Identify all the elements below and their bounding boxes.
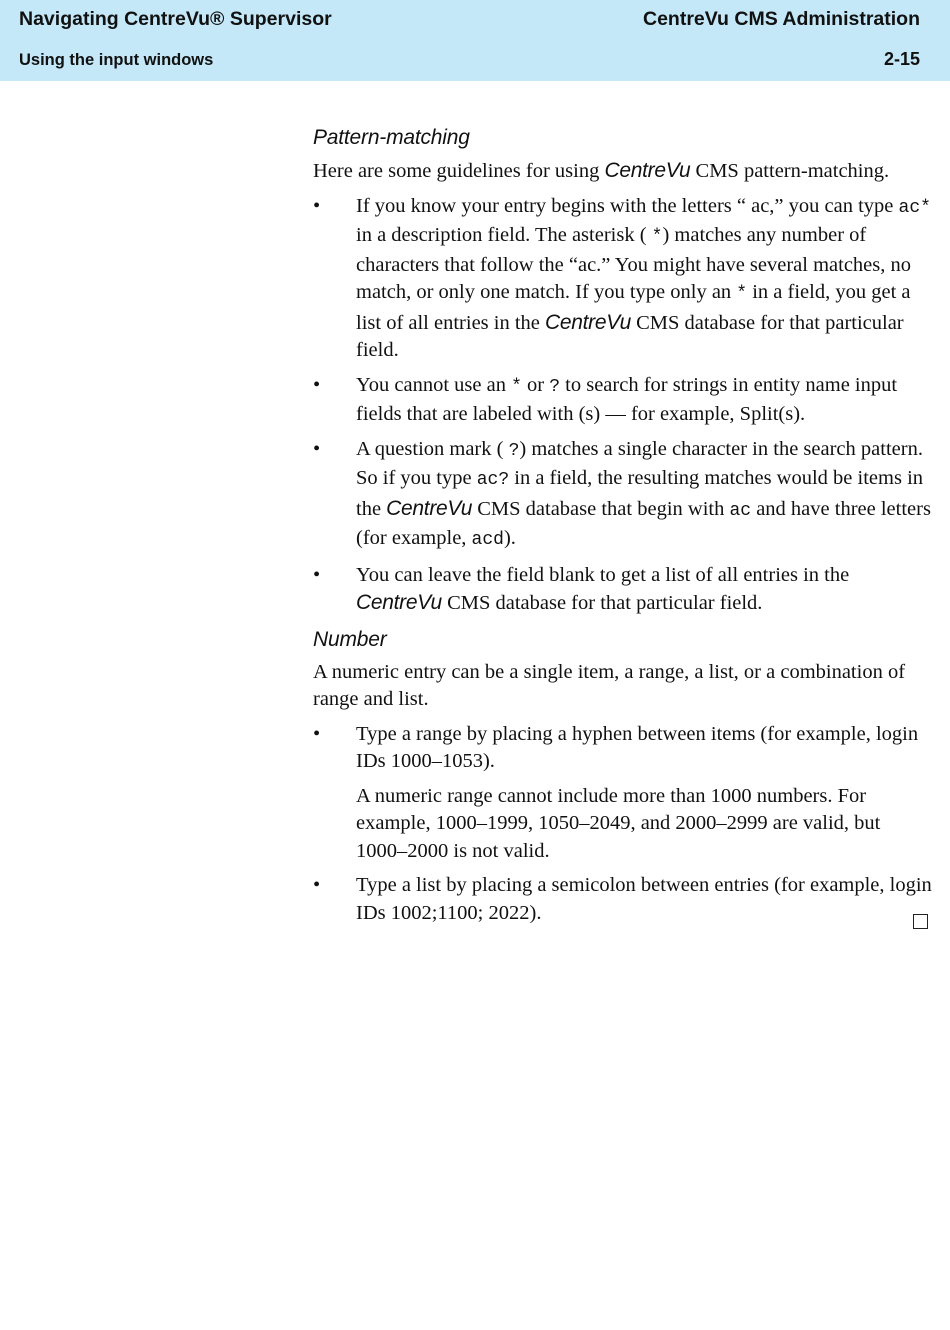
bullet: • (313, 722, 321, 745)
code-text: acd (471, 530, 504, 550)
page-header (0, 0, 950, 81)
guide-title: Navigating CentreVu® Supervisor (19, 8, 332, 30)
pattern-matching-list (313, 193, 933, 618)
brand-name: CentreVu (356, 591, 442, 614)
code-text: ? (549, 376, 561, 397)
page-number: 2-15 (883, 49, 920, 69)
bullet: • (313, 373, 321, 396)
pattern-matching-intro: Here are some guidelines for using CentreVu CMS pattern-matching. (313, 159, 890, 182)
brand-name: CentreVu (386, 496, 473, 520)
brand-name: CentreVu (545, 310, 631, 334)
number-intro: A numeric entry can be a single item, a range, a list, or a combination of range and list. (313, 660, 906, 710)
section-title: Using the input windows (19, 51, 214, 69)
list-item: • Type a range by placing a hyphen between items (for example, login IDs 1000–1053). A numeric range cannot include more than 1000 numbers. For example, 1000–1999, 1050–2049, and 2000–2999 are valid, but 1000–2000 is not valid. (313, 721, 933, 866)
pattern-matching-heading: Pattern-matching (313, 126, 470, 149)
list-item: • A question mark ( ?) matches a single character in the search pattern. So if you type ac? in a field, the resulting matches would be items in the CentreVu CMS database that begin with ac and have three letters (for example, acd). (313, 437, 931, 550)
range-note: A numeric range cannot include more than 1000 numbers. For example, 1000–1999, 1050–2049, and 2000–2999 are valid, but 1000–2000 is not valid. (356, 784, 881, 862)
code-text: * (736, 284, 748, 304)
brand-name: CentreVu (604, 159, 691, 182)
code-text: ? (508, 440, 520, 461)
code-text: * (651, 227, 663, 247)
list-item: • If you know your entry begins with the letters “ ac,” you can type ac* in a description field. The asterisk ( *) matches any number of characters that follow the “ac.” You might have several matches, no match, or only one match. If you type only an * in a field, you get a list of all entries in the CentreVu CMS database for that particular field. (313, 194, 931, 361)
bullet: • (313, 874, 321, 896)
end-of-section-mark (913, 914, 928, 929)
number-heading: Number (313, 627, 387, 651)
bullet: • (313, 437, 321, 460)
book-title: CentreVu CMS Administration (643, 8, 920, 30)
bullet: • (313, 194, 321, 217)
code-text: * (511, 376, 522, 397)
code-text: ac (729, 500, 752, 521)
list-item: • You can leave the field blank to get a list of all entries in the CentreVu CMS database for that particular field. (313, 563, 850, 614)
code-text: ac* (898, 197, 931, 218)
list-item: • Type a list by placing a semicolon between entries (for example, login IDs 1002;1100; 2022). (313, 874, 932, 924)
code-text: ac? (476, 470, 510, 490)
bullet: • (313, 563, 321, 586)
number-list (313, 721, 933, 928)
page-content (313, 123, 933, 934)
list-item: • You cannot use an * or ? to search for strings in entity name input fields that are labeled with (s) — for example, Split(s). (313, 373, 898, 425)
